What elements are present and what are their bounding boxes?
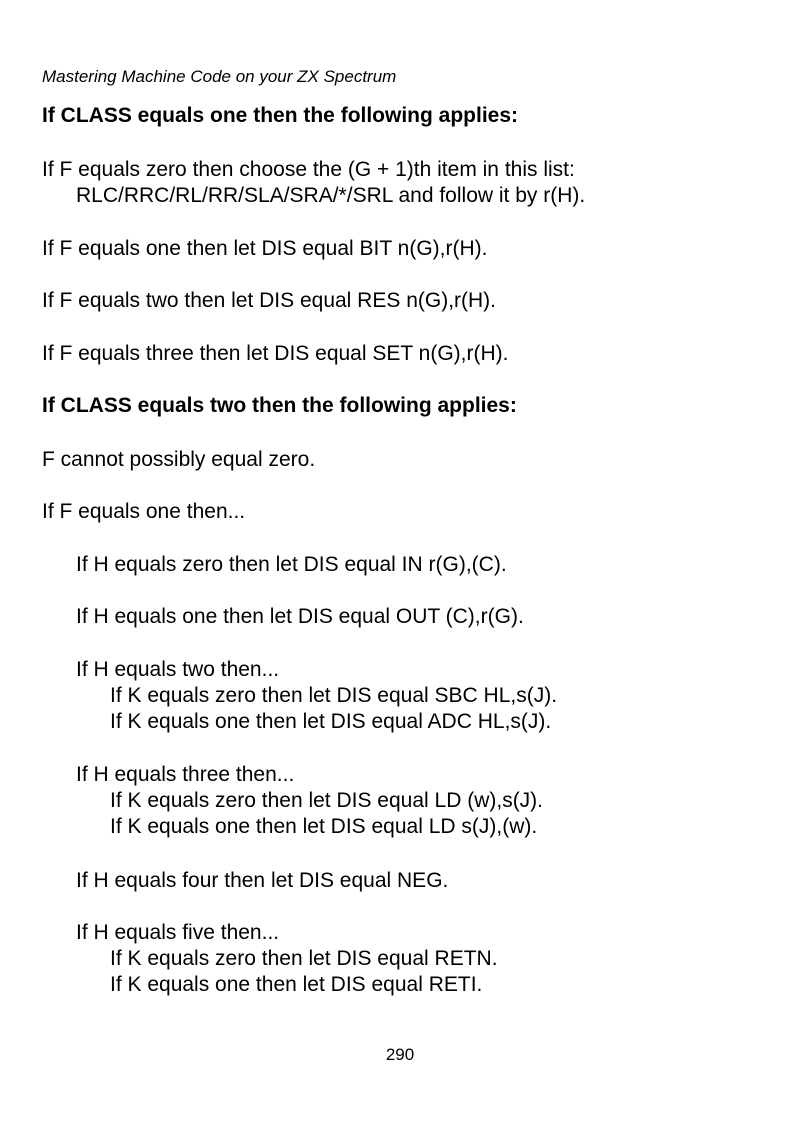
f-three-set-line: If F equals three then let DIS equal SET n(G),r(H). [42, 342, 509, 365]
h-five-k-one-line: If K equals one then let DIS equal RETI. [110, 973, 483, 996]
f-not-zero-line: F cannot possibly equal zero. [42, 448, 316, 471]
class-two-heading: If CLASS equals two then the following applies: [42, 394, 517, 417]
page-number: 290 [385, 1045, 415, 1064]
h-two-k-one-line: If K equals one then let DIS equal ADC HL,s(J). [110, 710, 552, 733]
h-three-k-zero-line: If K equals zero then let DIS equal LD (w),s(J). [110, 789, 544, 812]
h-two-k-zero-line: If K equals zero then let DIS equal SBC HL,s(J). [110, 684, 558, 707]
class-one-heading: If CLASS equals one then the following applies: [42, 104, 519, 127]
h-one-out-line: If H equals one then let DIS equal OUT (C),r(G). [76, 605, 524, 628]
f-zero-list-line: RLC/RRC/RL/RR/SLA/SRA/*/SRL and follow it by r(H). [76, 184, 586, 207]
h-zero-in-line: If H equals zero then let DIS equal IN r(G),(C). [76, 553, 507, 576]
f-one-then-line: If F equals one then... [42, 500, 246, 523]
h-three-k-one-line: If K equals one then let DIS equal LD s(J),(w). [110, 815, 538, 838]
h-five-then-line: If H equals five then... [76, 921, 280, 944]
running-header: Mastering Machine Code on your ZX Spectrum [42, 67, 397, 86]
f-one-bit-line: If F equals one then let DIS equal BIT n(G),r(H). [42, 237, 488, 260]
f-zero-line: If F equals zero then choose the (G + 1)th item in this list: [42, 158, 575, 181]
h-four-neg-line: If H equals four then let DIS equal NEG. [76, 869, 449, 892]
h-three-then-line: If H equals three then... [76, 763, 295, 786]
h-five-k-zero-line: If K equals zero then let DIS equal RETN. [110, 947, 498, 970]
h-two-then-line: If H equals two then... [76, 658, 280, 681]
f-two-res-line: If F equals two then let DIS equal RES n(G),r(H). [42, 289, 497, 312]
